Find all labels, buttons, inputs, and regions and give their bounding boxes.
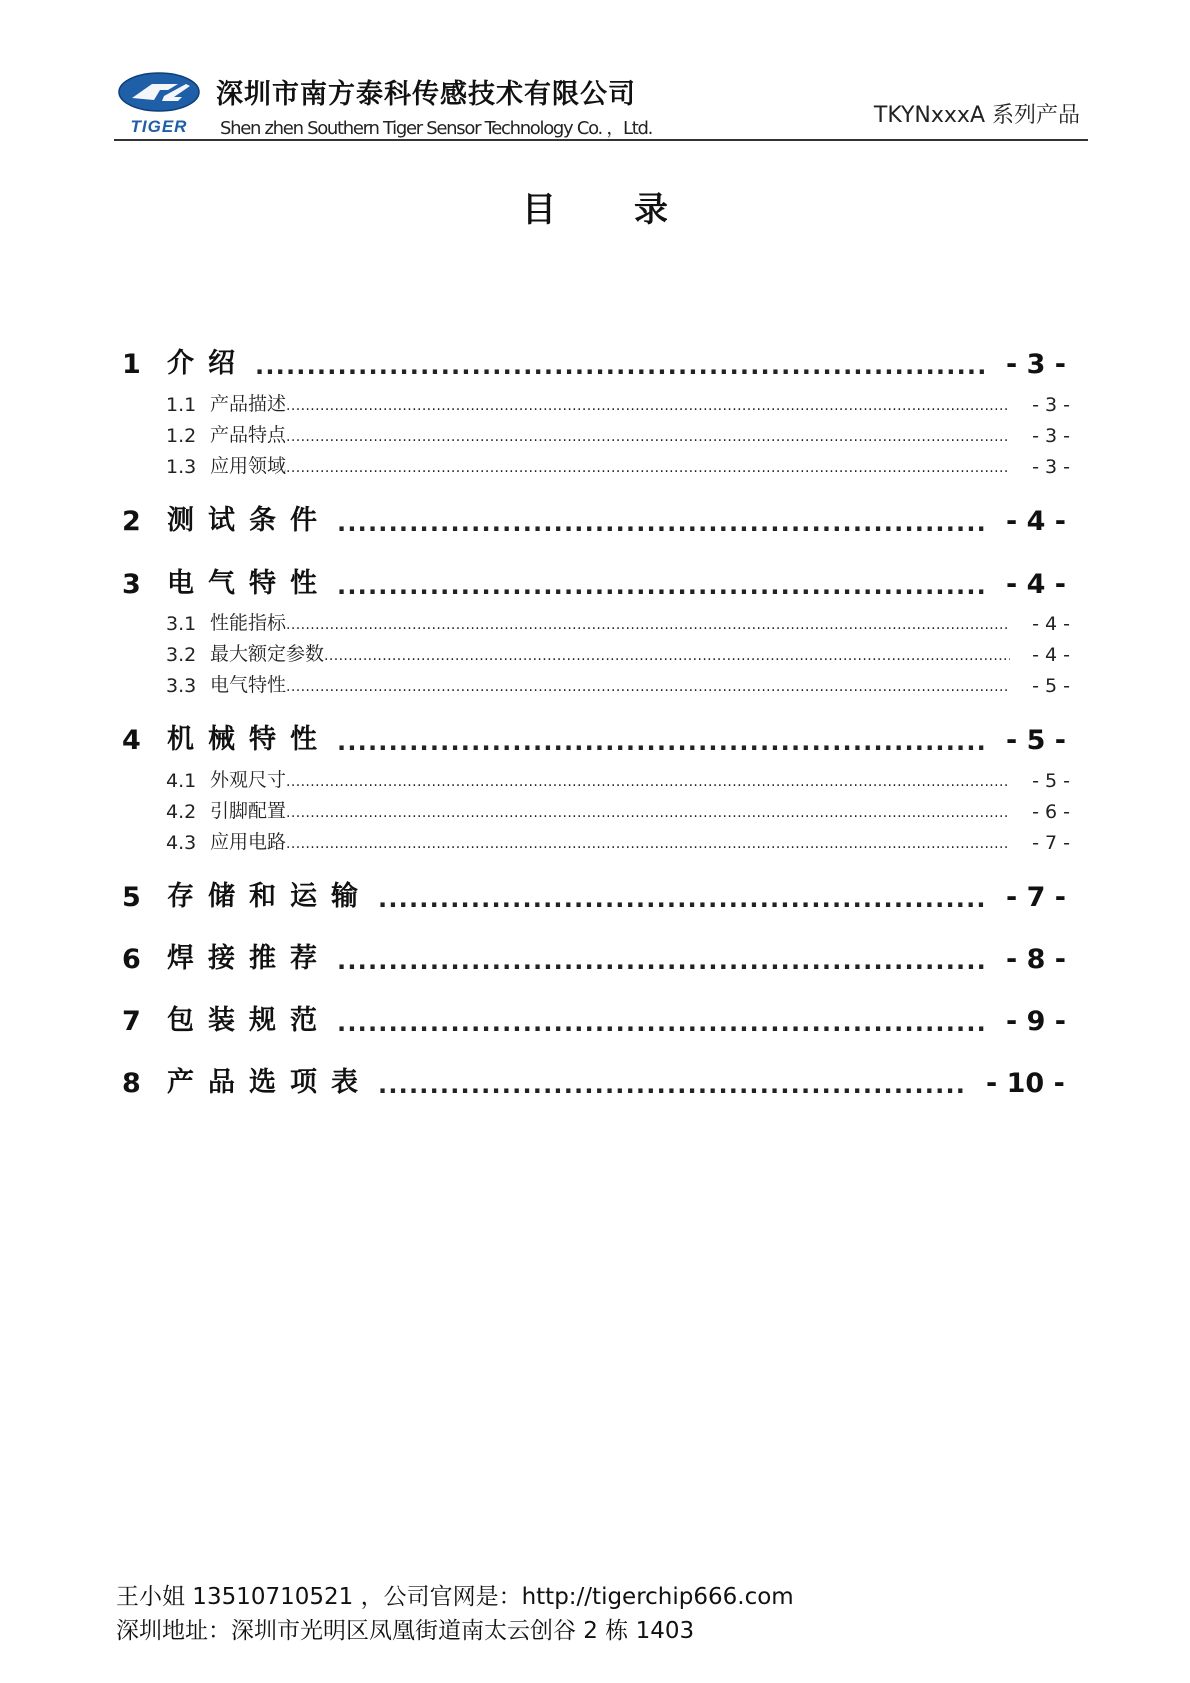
toc-entry-number: 8 — [122, 1068, 141, 1099]
toc-entry-4[interactable] — [122, 722, 1066, 756]
toc-entry-number: 4 — [122, 725, 141, 756]
toc-leader-dots — [286, 461, 1010, 478]
toc-entry-label: 机械特性 — [167, 724, 331, 755]
toc-subentry-label: 引脚配置 — [210, 800, 287, 822]
toc-entry-4-1[interactable] — [166, 768, 1070, 792]
toc-entry-page: - 4 - — [1006, 569, 1066, 600]
toc-leader-dots — [337, 511, 984, 537]
toc-entry-3-3[interactable] — [166, 673, 1070, 697]
toc-leader-dots — [337, 730, 984, 756]
toc-entry-label: 测试条件 — [167, 505, 331, 536]
toc-entry-number: 6 — [122, 944, 141, 975]
toc-entry-number: 2 — [122, 506, 141, 537]
toc-subentry-page: - 7 - — [1032, 832, 1070, 854]
toc-leader-dots — [255, 354, 984, 380]
toc-entry-label: 介绍 — [167, 348, 249, 379]
toc-entry-6[interactable] — [122, 941, 1066, 975]
company-name-en: Shen zhen Southern Tiger Sensor Technology Co. ，Ltd. — [220, 118, 653, 139]
toc-entry-label: 产品选项表 — [167, 1067, 372, 1098]
title-char-2: 录 — [634, 190, 668, 230]
toc-subentry-label: 应用电路 — [210, 831, 287, 853]
toc-leader-dots — [286, 430, 1010, 447]
toc-entry-7[interactable] — [122, 1003, 1066, 1037]
company-name-cn: 深圳市南方泰科传感技术有限公司 — [216, 79, 636, 110]
toc-entry-4-3[interactable] — [166, 830, 1070, 854]
toc-leader-dots — [286, 399, 1010, 416]
toc-leader-dots — [337, 949, 984, 975]
toc-subentry-page: - 4 - — [1032, 613, 1070, 635]
toc-entry-page: - 7 - — [1006, 882, 1066, 913]
toc-entry-1-2[interactable] — [166, 423, 1070, 447]
toc-subentry-label: 产品描述 — [210, 393, 287, 415]
toc-entry-page: - 10 - — [986, 1068, 1065, 1099]
toc-subentry-number: 1.3 — [166, 456, 197, 478]
toc-leader-dots — [378, 887, 984, 913]
toc-subentry-label: 产品特点 — [210, 424, 287, 446]
toc-entry-1-3[interactable] — [166, 454, 1070, 478]
footer-address: 深圳地址：深圳市光明区凤凰街道南太云创谷 2 栋 1403 — [116, 1618, 695, 1644]
toc-entry-number: 5 — [122, 882, 141, 913]
toc-leader-dots — [286, 680, 1010, 697]
toc-entry-page: - 5 - — [1006, 725, 1066, 756]
toc-leader-dots — [337, 1011, 984, 1037]
toc-leader-dots — [337, 574, 984, 600]
toc-leader-dots — [286, 775, 1010, 792]
toc-subentry-number: 4.2 — [166, 801, 197, 823]
toc-leader-dots — [286, 806, 1010, 823]
toc-subentry-page: - 3 - — [1032, 394, 1070, 416]
toc-entry-page: - 4 - — [1006, 506, 1066, 537]
product-series: TKYNxxxA 系列产品 — [873, 103, 1080, 128]
toc-subentry-number: 3.1 — [166, 613, 197, 635]
toc-leader-dots — [286, 618, 1010, 635]
toc-leader-dots — [286, 837, 1010, 854]
toc-leader-dots — [324, 649, 1010, 666]
toc-entry-1-1[interactable] — [166, 392, 1070, 416]
toc-subentry-number: 1.1 — [166, 394, 197, 416]
toc-entry-page: - 9 - — [1006, 1006, 1066, 1037]
page-footer — [116, 1580, 794, 1648]
toc-entry-4-2[interactable] — [166, 799, 1070, 823]
toc-entry-page: - 3 - — [1006, 349, 1066, 380]
toc-subentry-label: 外观尺寸 — [210, 769, 287, 791]
toc-subentry-label: 性能指标 — [210, 612, 287, 634]
toc-entry-label: 焊接推荐 — [167, 943, 331, 974]
toc-entry-label: 存储和运输 — [167, 881, 372, 912]
logo-wordmark: TIGER — [130, 117, 188, 136]
title-char-1: 目 — [522, 190, 556, 230]
toc-subentry-page: - 4 - — [1032, 644, 1070, 666]
toc-entry-page: - 8 - — [1006, 944, 1066, 975]
toc-entry-3-1[interactable] — [166, 611, 1070, 635]
toc-subentry-number: 4.1 — [166, 770, 197, 792]
toc-entry-1[interactable] — [122, 346, 1066, 380]
toc-entry-number: 1 — [122, 349, 141, 380]
toc-entry-2[interactable] — [122, 503, 1066, 537]
toc-subentry-page: - 3 - — [1032, 425, 1070, 447]
toc-subentry-number: 3.3 — [166, 675, 197, 697]
toc-entry-label: 电气特性 — [167, 568, 331, 599]
toc-entry-number: 3 — [122, 569, 141, 600]
toc-entry-label: 包装规范 — [167, 1005, 331, 1036]
toc-entry-5[interactable] — [122, 879, 1066, 913]
toc-entry-number: 7 — [122, 1006, 141, 1037]
toc-subentry-label: 电气特性 — [210, 674, 287, 696]
toc-entry-3-2[interactable] — [166, 642, 1070, 666]
toc-subentry-number: 1.2 — [166, 425, 197, 447]
toc-entry-3[interactable] — [122, 566, 1066, 600]
toc-subentry-page: - 6 - — [1032, 801, 1070, 823]
toc-leader-dots — [378, 1073, 964, 1099]
toc-subentry-page: - 5 - — [1032, 770, 1070, 792]
toc-subentry-label: 最大额定参数 — [210, 643, 325, 665]
toc-subentry-page: - 5 - — [1032, 675, 1070, 697]
footer-contact: 王小姐 13510710521 ，公司官网是：http://tigerchip666.com — [116, 1584, 794, 1610]
toc-subentry-page: - 3 - — [1032, 456, 1070, 478]
toc-subentry-number: 3.2 — [166, 644, 197, 666]
toc-entry-8[interactable] — [122, 1065, 1065, 1099]
toc-subentry-number: 4.3 — [166, 832, 197, 854]
toc-subentry-label: 应用领域 — [210, 455, 287, 477]
